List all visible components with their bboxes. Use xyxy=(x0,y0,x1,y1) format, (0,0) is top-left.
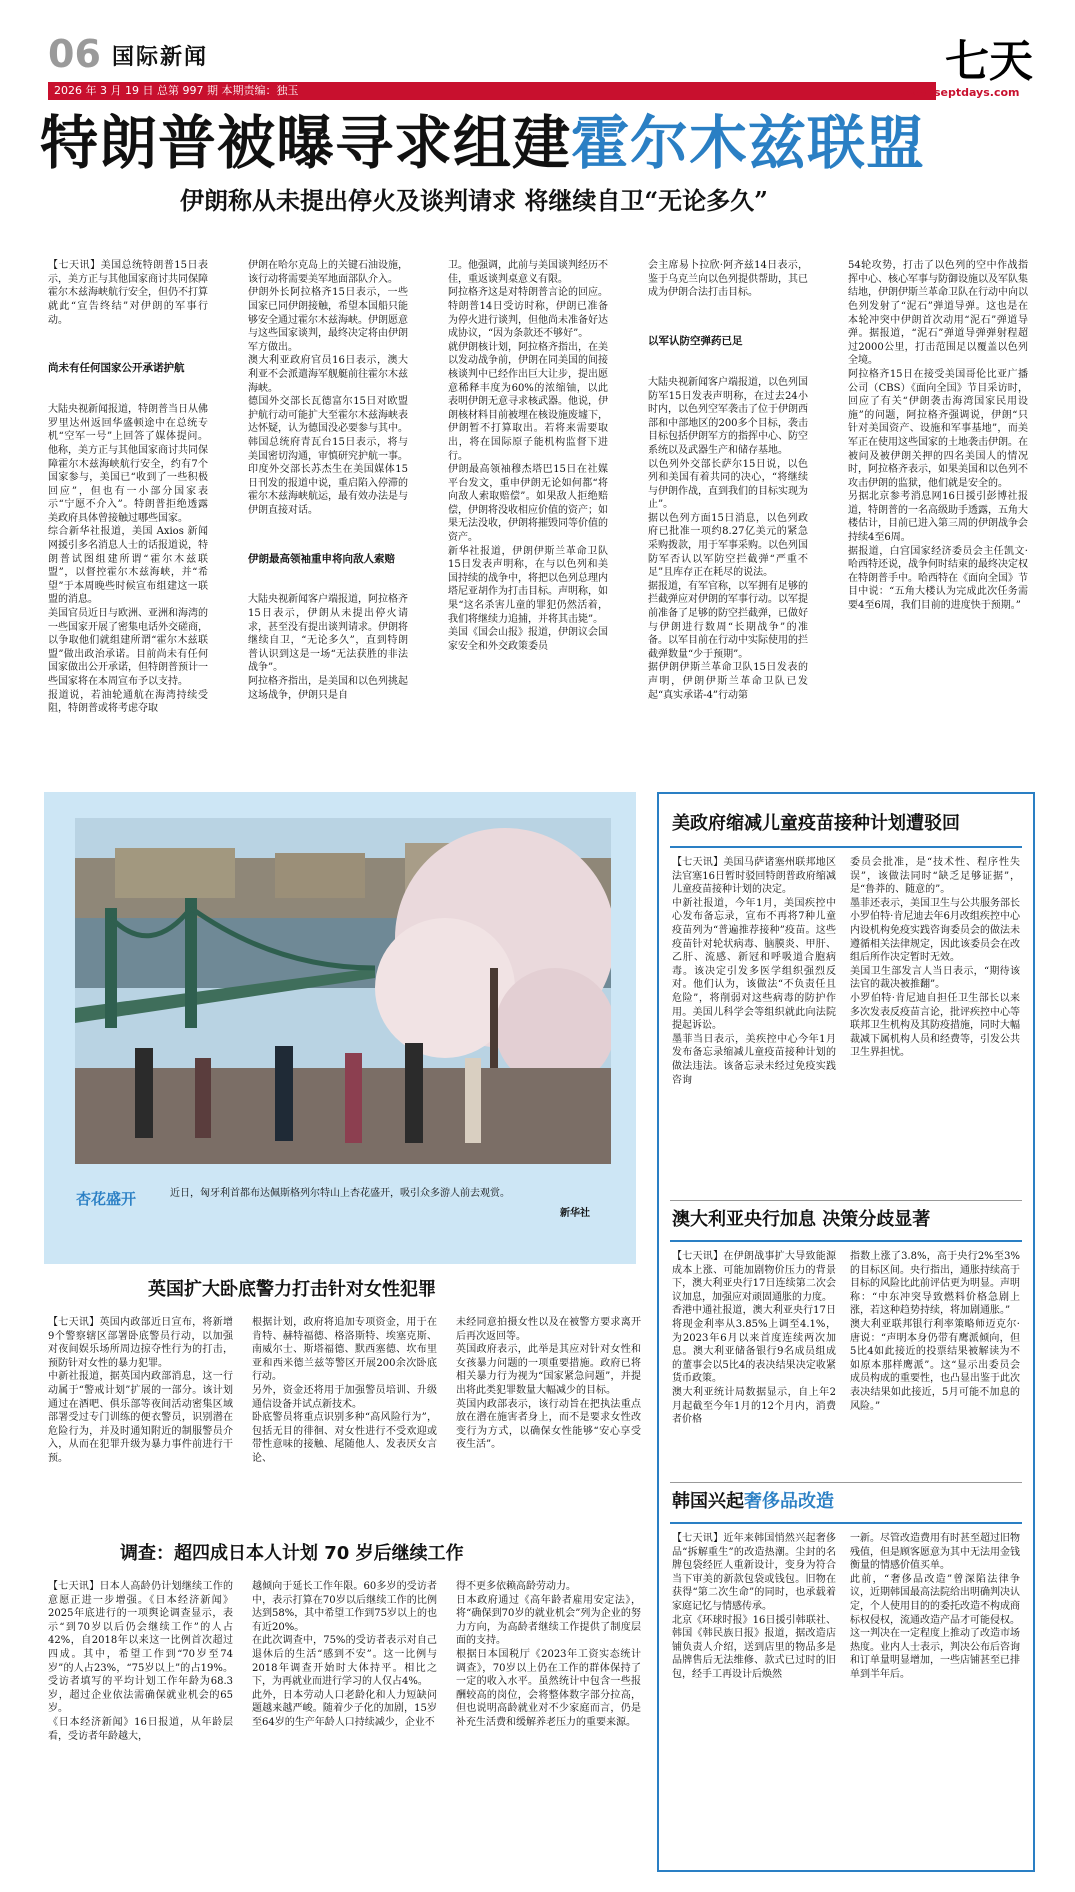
dateline: 2026 年 3 月 19 日 总第 997 期 本期责编：独玉 xyxy=(54,84,299,97)
vaccine-column-1: 【七天讯】美国马萨诸塞州联邦地区法官塞16日暂时驳回特朗普政府缩减儿童疫苗接种计划的决定。 中新社报道，今年1月，美国疾控中心发布备忘录，宣布不再将7种儿童疫苗列为“普遍推荐接种”疫苗。这些疫苗针对轮状病毒、脑膜炎、甲肝、乙肝、流感、新冠和呼吸道合胞病毒。该决定引发多医学组织强烈反对。他们认为，该做法“不负责任且危险”，将削弱对这些病毒的防护作用。美国儿科学会等组织就此向法院提起诉讼。 墨菲当日表示，美疾控中心今年1月发布备忘录缩减儿童疫苗接种计划的做法违法。该备忘录未经过免疫实践咨询 xyxy=(672,857,836,1086)
uk-column-2: 根据计划，政府将追加专项资金，用于在肯特、赫特福德、格洛斯特、埃塞克斯、南威尔士、斯塔福德、默西塞德、坎布里亚和西米德兰兹等警区开展200余次卧底行动。 另外，资金还将用于加强警员培训、升级通信设备并试点新技术。 卧底警员将重点识别多种“高风险行为”，包括无目的徘徊、对女性进行不受欢迎或带性意味的接触、尾随他人、发表厌女言论、 xyxy=(252,1317,437,1464)
korea-column-1: 【七天讯】近年来韩国悄然兴起奢侈品“拆解重生”的改造热潮。尘封的名牌包袋经匠人重新设计，变身为符合当下审美的新款包袋或钱包。旧物在获得“第二次生命”的同时，也承载着家庭记忆与情感传承。 北京《环球时报》16日援引韩联社、韩国《韩民族日报》报道，据改造店铺负责人介绍，送到店里的物品多是品牌售后无法维修、款式已过时的旧包，经手工再设计后焕然 xyxy=(672,1533,836,1680)
divider xyxy=(670,1482,1022,1483)
article-text: 伊朗在哈尔克岛上的关键石油设施，该行动将需要美军地面部队介入。 伊朗外长阿拉格齐15日表示，一些国家已同伊朗接触，希望本国船只能够安全通过霍尔木兹海峡。伊朗愿意与这些国家谈判，最终决定将由伊朗军方做出。 澳大利亚政府官员16日表示，澳大利亚不会派遣海军舰艇前往霍尔木兹海峡。 德国外交部长瓦德富尔15日对欧盟护航行动可能扩大至霍尔木兹海峡表达怀疑，认为德国没必要参与其中。 韩国总统府青瓦台15日表示，将与美国密切沟通，审慎研究护航一事。 印度外交部长苏杰生在美国媒体15日刊发的报道中说，重启陷入停滞的霍尔木兹海峡航运，最有效办法是与伊朗直接对话。 xyxy=(248,260,408,516)
divider xyxy=(670,1240,1022,1242)
website-url[interactable]: www.septdays.com xyxy=(900,86,1020,99)
vaccine-column-2: 委员会批准，是“技术性、程序性失误”，该做法同时“缺乏足够证据”，是“鲁莽的、随意的”。 墨菲还表示，美国卫生与公共服务部长小罗伯特·肯尼迪去年6月改组疾控中心内设机构免疫实践咨询委员会的做法未遵循相关法律规定，因此该委员会在改组后所作决定暂时无效。 美国卫生部发言人当日表示，“期待该法官的裁决被推翻”。 小罗伯特·肯尼迪自担任卫生部长以来多次发表反疫苗言论，批评疾控中心等联邦卫生机构及其防疫措施，同时大幅裁减下属机构人员和经费等，引发公共卫生界担忧。 xyxy=(850,857,1020,1059)
japan-article-title: 调查：超四成日本人计划 70 岁后继续工作 xyxy=(120,1543,464,1564)
article-text: 大陆央视新闻客户端报道，阿拉格齐15日表示，伊朗从未提出停火请求，甚至没有提出谈判请求。伊朗将继续自卫，“无论多久”，直到特朗普认识到这是一场“无法获胜的非法战争”。 阿拉格齐指出，是美国和以色列挑起这场战争，伊朗只是自 xyxy=(248,594,408,701)
divider xyxy=(670,1522,1022,1524)
korea-article-title xyxy=(672,1490,834,1514)
main-column-5 xyxy=(848,232,1028,762)
uk-column-3: 未经同意拍摄女性以及在被警方要求离开后再次返回等。 英国政府表示，此举是其应对针对女性和女孩暴力问题的一项重要措施。政府已将相关暴力行为视为“国家紧急问题”，并提出将此类犯罪数量大幅减少的目标。 英国内政部表示，该行动旨在把执法重点放在潜在施害者身上，而不是要求女性改变行为方式，以确保女性能够“安心享受夜生活”。 xyxy=(456,1317,641,1451)
main-column-1 xyxy=(48,232,208,762)
article-text: 大陆央视新闻客户端报道，以色列国防军15日发表声明称，在过去24小时内，以色列空军袭击了位于伊朗西部和中部地区的200多个目标，袭击目标包括伊朗军方的指挥中心、防空系统以及武器生产和储存基地。 以色列外交部长萨尔15日说，以色列和美国有着共同的决心，“将继续与伊朗作战，直到我们的目标实现为止”。 据以色列方面15日消息，以色列政府已批准一项约8.27亿美元的紧急采购拨款，用于军事采购。以色列国防军否认以军防空拦截弹“严重不足”且库存正在耗尽的说法。 据报道，有军官称，以军拥有足够的拦截弹应对伊朗的军事行动。以军提前准备了足够的防空拦截弹，已做好与伊朗进行数周“长期战争”的准备。以军目前在行动中实际使用的拦截弹数量“少于预期”。 据伊朗伊斯兰革命卫队15日发表的声明，伊朗伊斯兰革命卫队已发起“真实承诺-4”行动第 xyxy=(648,376,808,701)
page-number: 06 xyxy=(48,32,101,76)
subsection-heading: 伊朗最高领袖重申将向敌人索赔 xyxy=(248,552,395,565)
headline-part-b: 霍尔木兹联盟 xyxy=(571,109,926,177)
article-text: 54轮攻势，打击了以色列的空中作战指挥中心、核心军事与防御设施以及军队集结地，伊朗伊斯兰革命卫队在行动中向以色列发射了“泥石”弹道导弹。这也是在本轮冲突中伊朗首次动用“泥石”弹道导弹。据报道，“泥石”弹道导弹弹射程超过2000公里，打击范围足以覆盖以色列全境。 阿拉格齐15日在接受美国哥伦比亚广播公司（CBS）《面向全国》节目采访时，回应了有关“伊朗袭击海湾国家民用设施”的问题，阿拉格齐强调说，伊朗“只针对美国资产、设施和军事基地”，而美军正在使用这些国家的土地袭击伊朗。在被问及被伊朗关押的四名美国人的情况时，阿拉格齐表示，如果美国和以色列不攻击伊朗的监狱，他们就是安全的。 另据北京参考消息网16日援引彭博社报道，特朗普的一名高级助手透露，五角大楼估计，目前已进入第三周的伊朗战争会持续4至6周。 据报道，白宫国家经济委员会主任凯文·哈西特还说，战争何时结束的最终决定权在特朗普手中。哈西特在《面向全国》节目中说：“五角大楼认为完成此次任务需要4至6周，我们目前的进度快于预期。” xyxy=(848,260,1028,612)
logo: 七天 xyxy=(945,36,1033,87)
korea-column-2: 一新。尽管改造费用有时甚至超过旧物残值，但是顾客愿意为其中无法用金钱衡量的情感价值买单。 此前，“奢侈品改造”曾深陷法律争议，近期韩国最高法院给出明确判决认定，个人使用目的的委托改造不构成商标权侵权，流通改造产品才可能侵权。这一判决在一定程度上推动了改造市场热度。业内人士表示，判决公布后咨询和订单量明显增加，一些店铺甚至已排单到半年后。 xyxy=(850,1533,1020,1680)
japan-column-2: 越倾向于延长工作年限。60多岁的受访者中，表示打算在70岁以后继续工作的比例达到58%，其中希望工作到75岁以上的也有近20%。 在此次调查中，75%的受访者表示对自己退休后的生活“感到不安”。这一比例与2018年调查开始时大体持平。相比之下，为再就业而进行学习的人仅占4%。 此外，日本劳动人口老龄化和人力短缺问题越来越严峻。随着少子化的加剧，15岁至64岁的生产年龄人口持续减少，企业不 xyxy=(252,1581,437,1728)
photo-credit: 新华社 xyxy=(560,1208,590,1219)
japan-column-3: 得不更多依赖高龄劳动力。 日本政府通过《高年龄者雇用安定法》，将“确保到70岁的就业机会”列为企业的努力方向，为高龄者继续工作提供了制度层面的支持。 根据日本国税厅《2023年工资实态统计调查》，70岁以上仍在工作的群体保持了一定的收入水平。虽然统计中包含一些报酬较高的岗位，会将整体数字部分拉高，但也说明高龄就业对不少家庭而言，仍是补充生活费和缓解养老压力的重要来源。 xyxy=(456,1581,641,1728)
main-column-4 xyxy=(648,232,808,762)
headline-part-a: 特朗普被曝寻求组建 xyxy=(40,109,572,177)
main-column-2 xyxy=(248,232,408,762)
main-column-3 xyxy=(448,232,608,762)
divider xyxy=(670,1200,1022,1201)
australia-column-2: 指数上涨了3.8%，高于央行2%至3%的目标区间。央行指出，通胀持续高于目标的风险比此前评估更为明显。声明称：“中东冲突导致燃料价格急剧上涨，若这种趋势持续，将加剧通胀。” 澳大利亚联邦银行利率策略师迈克尔·唐说：“声明本身仍带有鹰派倾向，但5比4如此接近的投票结果被解读为不如原本那样鹰派”。这“显示出委员会成员构成的重要性，也凸显出鉴于此次表决结果如此接近，5月可能不加息的风险。” xyxy=(850,1251,1020,1412)
subsection-heading: 尚未有任何国家公开承诺护航 xyxy=(48,362,185,375)
subsection-heading: 以军认防空弹药已足 xyxy=(648,335,743,348)
article-text: 【七天讯】美国总统特朗普15日表示，美方正与其他国家商讨共同保障霍尔木兹海峡航行安全，但仍不打算就此“宣告终结”对伊朗的军事行动。 xyxy=(48,260,208,326)
vaccine-article-title: 美政府缩减儿童疫苗接种计划遭驳回 xyxy=(672,813,960,834)
article-text: 会主席易卜拉欣·阿齐兹14日表示，鉴于乌克兰向以色列提供帮助，其已成为伊朗合法打击目标。 xyxy=(648,260,808,299)
photo-caption: 近日，匈牙利首都布达佩斯格列尔特山上杏花盛开，吸引众多游人前去观赏。 xyxy=(170,1188,510,1199)
section-title: 国际新闻 xyxy=(112,45,209,70)
article-text: 卫。他强调，此前与美国谈判经历不佳，重返谈判桌意义有限。 阿拉格齐这是对特朗普言论的回应。特朗普14日受访时称，伊朗已准备为停火进行谈判，但他尚未准备好达成协议，“因为条款还不够好”。 就伊朗核计划，阿拉格齐指出，在美以发动战争前，伊朗在同美国的间接核谈判中已经作出巨大让步，提出愿意稀释丰度为60%的浓缩铀，以此表明伊朗无意寻求核武器。他说，伊朗核材料目前被埋在核设施废墟下，伊朗暂不打算取出。若将来需要取出，将在国际原子能机构监督下进行。 伊朗最高领袖穆杰塔巴15日在社媒平台发文，重申伊朗无论如何都“将向敌人索取赔偿”。如果敌人拒绝赔偿，伊朗将没收相应价值的资产；如果无法没收，伊朗将摧毁同等价值的资产。 新华社报道，伊朗伊斯兰革命卫队15日发表声明称，在与以色列和美国持续的战争中，将把以色列总理内塔尼亚胡作为打击目标。声明称，如果“这名杀害儿童的罪犯仍然活着，我们将继续力追捕，并将其击毙”。 美国《国会山报》报道，伊朗议会国家安全和外交政策委员 xyxy=(448,260,608,652)
article-text: 大陆央视新闻报道，特朗普当日从佛罗里达州返回华盛顿途中在总统专机“空军一号”上回答了媒体提问。他称，美方正与其他国家商讨共同保障霍尔木兹海峡航行安全，约有7个国家参与，美国已“收到了一些积极回应”，但也有一小部分国家表示“宁愿不介入”。特朗普拒绝透露美政府具体曾接触过哪些国家。 综合新华社报道，美国 Axios 新闻网援引多名消息人士的话报道说，特朗普试图组建所谓“霍尔木兹联盟”，以督控霍尔木兹海峡，并“希望”于本周晚些时候宣布组建这一联盟的消息。 美国官员近日与欧洲、亚洲和海湾的一些国家开展了密集电话外交磋商，以争取他们就组建所谓“霍尔木兹联盟”做出政治承诺。目前尚未有任何国家做出公开承诺，但特朗普预计一些国家将在本周宣布予以支持。 报道说，若油轮通航在海湾持续受阻，特朗普或将考虑夺取 xyxy=(48,404,208,715)
uk-column-1: 【七天讯】英国内政部近日宣布，将新增9个警察辖区部署卧底警员行动，以加强对夜间娱乐场所周边掠夺性行为的打击，预防针对女性的暴力犯罪。 中新社报道，据英国内政部消息，这一行动属于“警戒计划”扩展的一部分。该计划通过在酒吧、俱乐部等夜间活动密集区域部署受过专门训练的便衣警员，识别潜在危险行为，并及时通知附近的制服警员介入，从而在犯罪升级为暴力事件前进行干预。 xyxy=(48,1317,233,1464)
photo-bridge-blossoms xyxy=(75,818,611,1164)
australia-article-title: 澳大利亚央行加息 决策分歧显著 xyxy=(672,1209,931,1230)
photo-tag: 杏花盛开 xyxy=(76,1190,137,1208)
japan-column-1: 【七天讯】日本人高龄仍计划继续工作的意愿正进一步增强。《日本经济新闻》2025年底进行的一项舆论调查显示，表示“到70岁以后仍会继续工作”的人占42%，自2018年以来这一比例首次超过四成。其中，希望工作到“70岁至74岁”的人占23%，“75岁以上”的占19%。受访者填写的平均计划工作年龄为68.3岁，超过企业依法需确保就业机会的65岁。 《日本经济新闻》16日报道，从年龄层看，受访者年龄越大， xyxy=(48,1581,233,1742)
main-subheadline: 伊朗称从未提出停火及谈判请求 将继续自卫“无论多久” xyxy=(180,186,768,215)
australia-column-1: 【七天讯】在伊朗战事扩大导致能源成本上涨、可能加剧物价压力的背景下，澳大利亚央行17日连续第二次会议加息，加强应对顽固通胀的力度。 香港中通社报道，澳大利亚央行17日将现金利率从3.85%上调至4.1%，为2023年6月以来首度连续两次加息。澳大利亚储备银行9名成员组成的董事会以5比4的表决结果决定收紧货币政策。 澳大利亚统计局数据显示，自上年2月起截至今年1月的12个月内，消费者价格 xyxy=(672,1251,836,1426)
korea-title-part-a: 韩国兴起 xyxy=(672,1491,744,1512)
main-headline xyxy=(40,108,1040,178)
divider xyxy=(670,846,1022,848)
uk-article-title: 英国扩大卧底警力打击针对女性犯罪 xyxy=(148,1279,436,1300)
korea-title-part-b: 奢侈品改造 xyxy=(744,1491,834,1512)
